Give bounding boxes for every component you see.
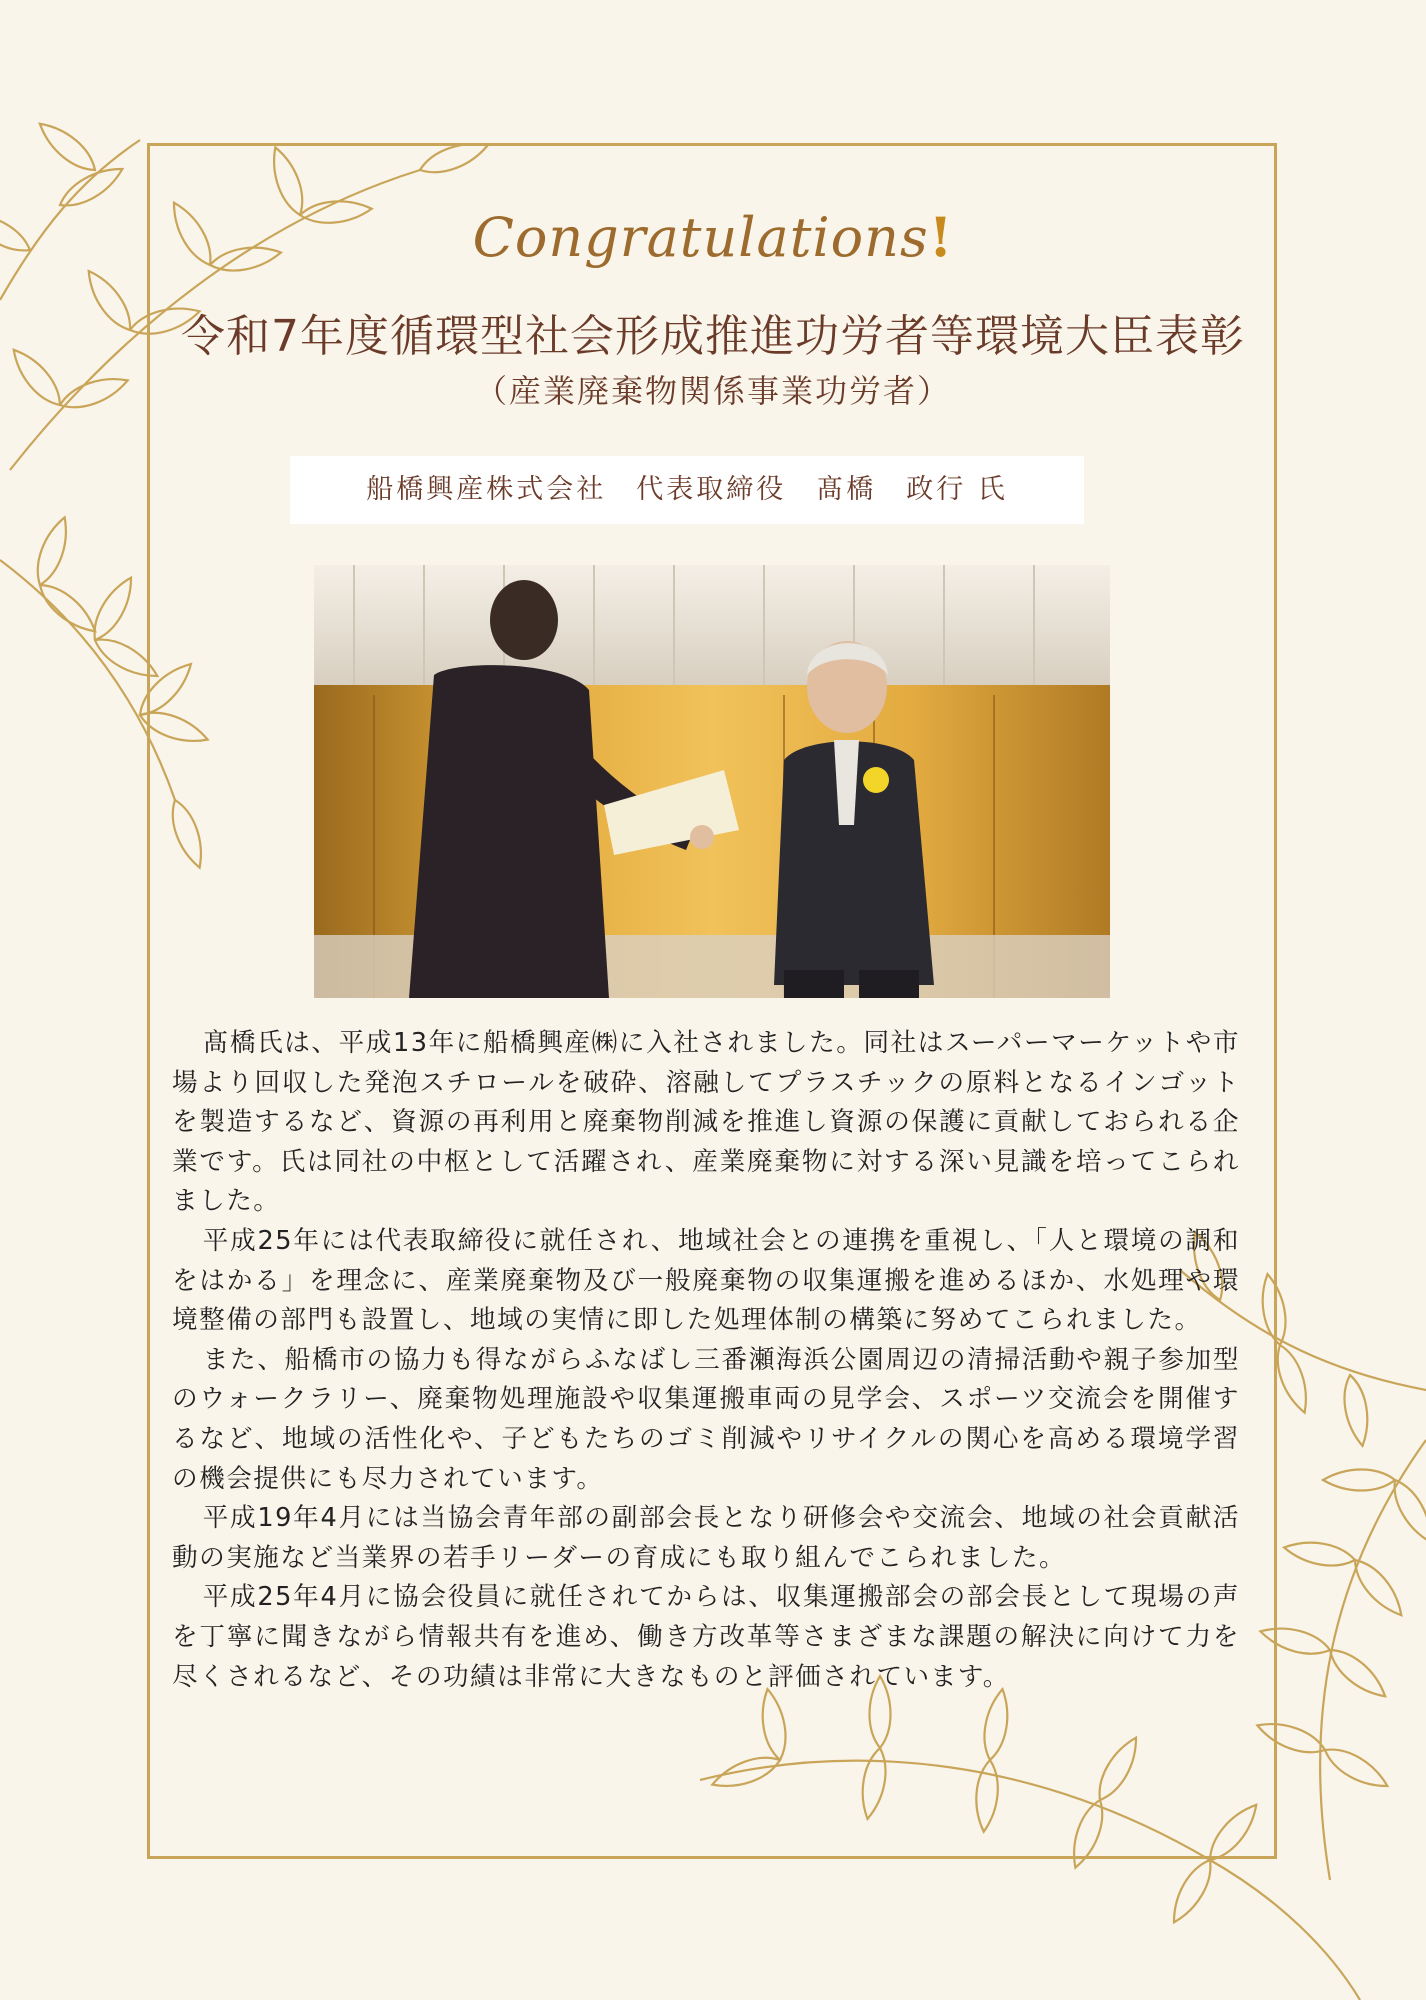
recipient-name: 船橋興産株式会社 代表取締役 髙橋 政行 氏 bbox=[290, 456, 1084, 524]
paragraph: 平成25年4月に協会役員に就任されてからは、収集運搬部会の部会長として現場の声を丁寧に聞きながら情報共有を進め、働き方改革等さまざまな課題の解決に向けて力を尽くされるなど、その功績は非常に大きなものと評価されています。 bbox=[172, 1582, 1240, 1692]
paragraph: 髙橋氏は、平成13年に船橋興産㈱に入社されました。同社はスーパーマーケットや市場より回収した発泡スチロールを破砕、溶融してプラスチックの原料となるインゴットを製造するなど、資源の再利用と廃棄物削減を推進し資源の保護に貢献しておられる企業です。氏は同社の中枢として活躍され、産業廃棄物に対する深い見識を培ってこられました。 bbox=[172, 1028, 1240, 1217]
paragraph: 平成25年には代表取締役に就任され、地域社会との連携を重視し、「人と環境の調和をはかる」を理念に、産業廃棄物及び一般廃棄物の収集運搬を進めるほか、水処理や環境整備の部門も設置し、地域の実情に即した処理体制の構築に努めてこられました。 bbox=[172, 1225, 1240, 1336]
greeting-text: Congratulations bbox=[472, 206, 929, 269]
award-subtitle: （産業廃棄物関係事業功労者） bbox=[474, 372, 951, 410]
congratulations-heading bbox=[0, 205, 1426, 269]
paragraph: 平成19年4月には当協会青年部の副部会長となり研修会や交流会、地域の社会貢献活動の実施など当業界の若手リーダーの育成にも取り組んでこられました。 bbox=[172, 1503, 1240, 1573]
bottom-right-branch-icon bbox=[1254, 1440, 1426, 1880]
paragraph: また、船橋市の協力も得ながらふなばし三番瀬海浜公園周辺の清掃活動や親子参加型のウォークラリー、廃棄物処理施設や収集運搬車両の見学会、スポーツ交流会を開催するなど、地域の活性化や、子どもたちのゴミ削減やリサイクルの関心を高める環境学習の機会提供にも尽力されています。 bbox=[172, 1344, 1240, 1494]
award-title: 令和7年度循環型社会形成推進功労者等環境大臣表彰 bbox=[181, 311, 1245, 362]
body-text bbox=[172, 1024, 1240, 1697]
greeting-mark: ! bbox=[928, 205, 954, 269]
ceremony-photo bbox=[314, 565, 1110, 998]
